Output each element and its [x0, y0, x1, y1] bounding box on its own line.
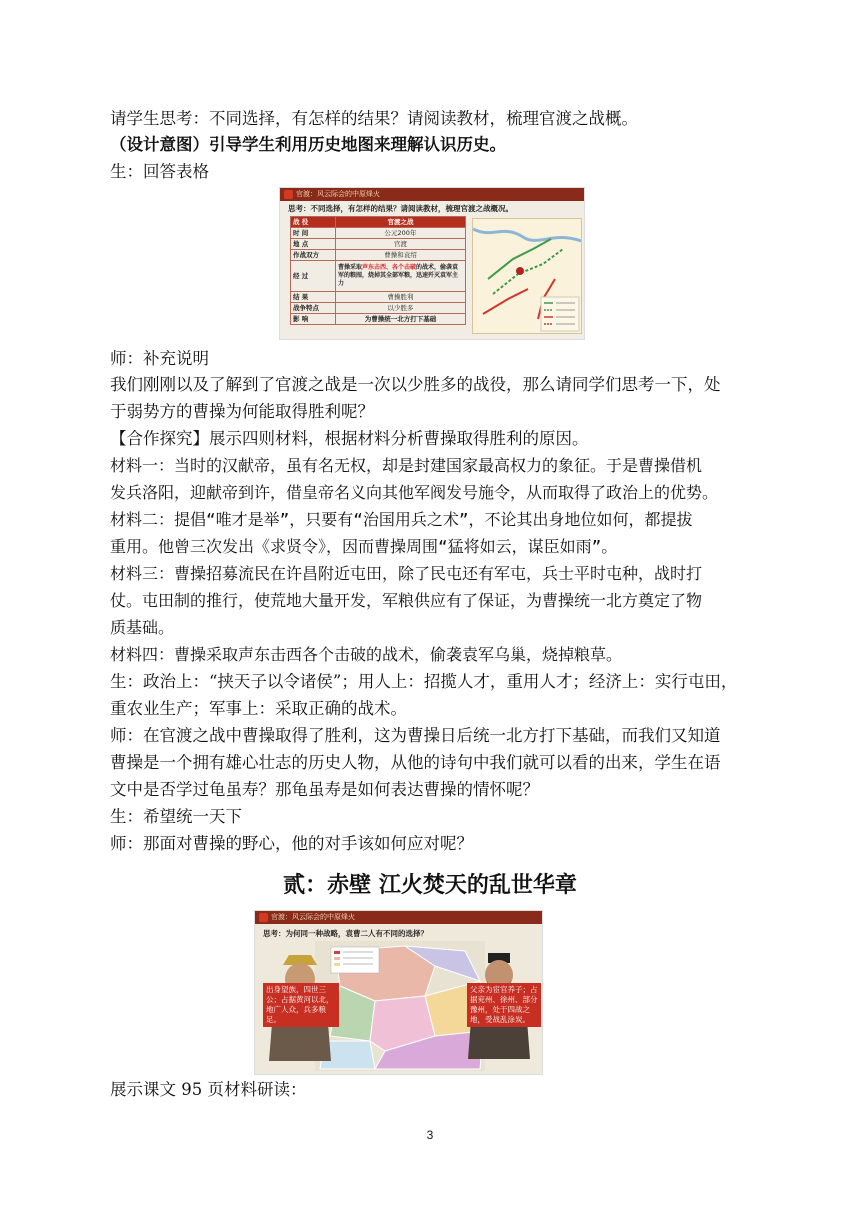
table-value: 公元200年 — [336, 228, 466, 239]
table-value: 曹操胜利 — [336, 292, 466, 303]
paragraph-line: 我们刚刚以及了解到了官渡之战是一次以少胜多的战役，那么请同学们思考一下，处 — [110, 375, 721, 394]
material-line: 发兵洛阳，迎献帝到许，借皇帝名义向其他军阀发号施令，从而取得了政治上的优势。 — [110, 483, 719, 502]
table-row — [291, 261, 466, 292]
paragraph-line: 重农业生产；军事上：采取正确的战术。 — [110, 699, 407, 718]
table-key: 影 响 — [291, 314, 336, 325]
table-value: 以少胜多 — [336, 303, 466, 314]
paragraph-line: 生：政治上：“挟天子以令诸侯”；用人上：招揽人才，重用人才；经济上：实行屯田， — [110, 672, 738, 691]
page-number: 3 — [426, 1128, 434, 1142]
table-key: 作战双方 — [291, 250, 336, 261]
material-line: 材料二：提倡“唯才是举”，只要有“治国用兵之术”，不论其出身地位如何，都提拔 — [110, 510, 693, 529]
table-value: 为曹操统一北方打下基础 — [336, 314, 466, 325]
table-row — [291, 228, 466, 239]
cao-cao-caption: 父亲为宦官养子；占据兖州、徐州、部分豫州，处于四战之地，受战乱涂炭。 — [467, 983, 541, 1027]
table-key: 时 间 — [291, 228, 336, 239]
table-row — [291, 303, 466, 314]
slide-title: 官渡：风云际会的中原烽火 — [296, 190, 380, 198]
process-text: 曹操采取 — [338, 264, 363, 271]
table-value-process — [336, 261, 466, 292]
table-key: 地 点 — [291, 239, 336, 250]
material-line: 材料四：曹操采取声东击西各个击破的战术，偷袭袁军乌巢，烧掉粮草。 — [110, 645, 623, 664]
table-row — [291, 239, 466, 250]
guandu-summary-slide — [279, 187, 585, 340]
paragraph-line: 请学生思考：不同选择，有怎样的结果？请阅读教材，梳理官渡之战概。 — [110, 109, 638, 128]
table-row — [291, 292, 466, 303]
material-line: 质基础。 — [110, 618, 175, 637]
paragraph-line: 曹操是一个拥有雄心壮志的历史人物，从他的诗句中我们就可以看的出来，学生在语 — [110, 753, 721, 772]
paragraph-line: 展示课文 95 页材料研读： — [110, 1080, 307, 1099]
seal-icon — [284, 190, 293, 199]
design-intent-line: （设计意图）引导学生利用历史地图来理解认识历史。 — [110, 135, 506, 154]
table-value: 官渡 — [336, 239, 466, 250]
table-row — [291, 250, 466, 261]
paragraph-line: 生：希望统一天下 — [110, 807, 242, 826]
material-line: 重用。他曾三次发出《求贤令》，因而曹操周围“猛将如云，谋臣如雨”。 — [110, 537, 618, 556]
slide-title: 官渡：风云际会的中原烽火 — [271, 913, 355, 921]
table-key: 战争特点 — [291, 303, 336, 314]
seal-icon — [259, 913, 268, 922]
table-header-key: 战 役 — [291, 217, 336, 228]
slide-title-bar — [255, 911, 542, 924]
paragraph-line: 师：那面对曹操的野心，他的对手该如何应对呢？ — [110, 834, 473, 853]
process-highlight: 声东击西、各个击破 — [362, 264, 417, 271]
paragraph-line: 师：在官渡之战中曹操取得了胜利，这为曹操日后统一北方打下基础，而我们又知道 — [110, 726, 721, 745]
slide-question: 思考：不同选择，有怎样的结果？请阅读教材，梳理官渡之战概况。 — [288, 204, 513, 213]
material-line: 仗。屯田制的推行，使荒地大量开发，军粮供应有了保证，为曹操统一北方奠定了物 — [110, 591, 703, 610]
material-line: 材料三：曹操招募流民在许昌附近屯田，除了民屯还有军屯，兵士平时屯种，战时打 — [110, 564, 703, 583]
section-heading: 贰：赤壁 江火焚天的乱世华章 — [283, 873, 577, 898]
yuan-shao-caption: 出身望族，四世三公；占据黄河以北，地广人众，兵多粮足。 — [263, 983, 339, 1027]
paragraph-line: 文中是否学过龟虽寿？那龟虽寿是如何表达曹操的情怀呢？ — [110, 780, 539, 799]
process-text: 的战术，偷袭袁军的粮囤，烧掉其全部军粮，迅速歼灭袁军主力 — [338, 264, 459, 287]
table-key: 结 果 — [291, 292, 336, 303]
slide-question: 思考：为何同一种战略，袁曹二人有不同的选择？ — [263, 929, 428, 938]
battle-map-graphic — [473, 219, 581, 333]
guandu-table — [290, 216, 466, 325]
table-value: 曹操和袁绍 — [336, 250, 466, 261]
yuan-cao-comparison-slide — [254, 910, 543, 1075]
table-header-value: 官渡之战 — [336, 217, 466, 228]
paragraph-line: 生：回答表格 — [110, 162, 209, 181]
paragraph-line: 于弱势方的曹操为何能取得胜利呢？ — [110, 402, 374, 421]
slide-title-bar — [280, 188, 584, 201]
paragraph-line: 师：补充说明 — [110, 349, 209, 368]
material-line: 材料一：当时的汉献帝，虽有名无权，却是封建国家最高权力的象征。于是曹操借机 — [110, 456, 703, 475]
battle-map-image — [472, 218, 582, 334]
table-row — [291, 314, 466, 325]
table-key: 经 过 — [291, 261, 336, 292]
paragraph-line: 【合作探究】展示四则材料，根据材料分析曹操取得胜利的原因。 — [110, 429, 589, 448]
